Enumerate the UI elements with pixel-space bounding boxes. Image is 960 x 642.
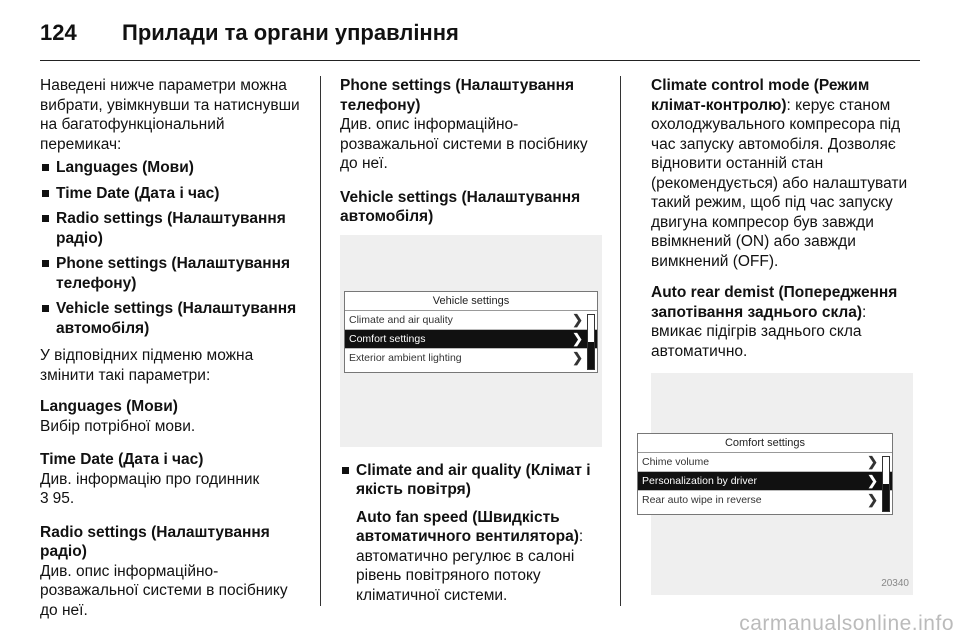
chevron-right-icon: ❯: [867, 492, 878, 507]
list-item: Vehicle settings (Налаштування автомобіля): [40, 299, 308, 338]
chevron-right-icon: ❯: [867, 454, 878, 469]
chevron-right-icon: ❯: [572, 330, 583, 346]
bullet-square-icon: [42, 215, 49, 222]
rear-demist-paragraph: [651, 283, 921, 361]
autofan-section: Auto fan speed (Швидкість автоматичного вентилятора): автоматично регулює в салоні рівень повітряного потоку кліматичної системи.: [340, 508, 608, 606]
reference-arrow-icon: 3: [40, 490, 49, 507]
column-2: [340, 76, 608, 605]
menu-row: Rear auto wipe in reverse ❯: [642, 492, 878, 507]
chevron-right-icon: ❯: [572, 311, 583, 327]
rear-demist-text: : вмикає підігрів заднього скла автоматично.: [651, 303, 867, 360]
menu-row-selected: Comfort settings ❯: [345, 330, 597, 349]
column-divider-1: [320, 76, 321, 606]
list-item: Phone settings (Налаштування телефону): [40, 254, 308, 293]
chevron-right-icon: ❯: [572, 349, 583, 365]
column-divider-2: [620, 76, 621, 606]
languages-heading: Languages (Мови): [40, 398, 178, 415]
page-header: [40, 14, 920, 58]
time-section: [40, 450, 308, 509]
list-item: Climate and air quality (Клімат і якість повітря): [340, 461, 608, 500]
languages-section: [40, 397, 308, 436]
phone-section: [340, 76, 608, 174]
climate-mode-text: : керує станом охолоджувального компресора під час запуску автомобіля. Дозволяє відновити останній стан (рекомендується) або налаштувати такий режим, щоб під час запуску двигуна компресор був завжди ввімкнений (ON) або завжди вимкнений (OFF).: [651, 96, 908, 270]
phone-text: Див. опис інформаційно-розважальної системи в посібнику до неї.: [340, 116, 588, 172]
radio-heading: Radio settings (Налаштування радіо): [40, 523, 270, 560]
phone-heading: Phone settings (Налаштування телефону): [340, 77, 575, 114]
chevron-right-icon: ❯: [867, 473, 878, 488]
autofan-heading: Auto fan speed (Швидкість автоматичного вентилятора): [356, 508, 579, 545]
watermark: carmanualsonline.info: [739, 612, 954, 635]
vehicle-heading: Vehicle settings (Налаштування автомобіля): [340, 188, 581, 225]
menu-row-selected: Personalization by driver ❯: [638, 472, 892, 491]
panel-title: Vehicle settings: [345, 292, 597, 311]
vehicle-settings-screen: [340, 235, 602, 447]
time-text: Див. інформацію про годинник: [40, 470, 260, 488]
menu-row: Exterior ambient lighting ❯: [349, 349, 583, 365]
rear-demist-heading: Auto rear demist (Попередження запотівання заднього скла): [651, 284, 898, 321]
bullet-square-icon: [42, 190, 49, 197]
scrollbar: [882, 456, 890, 512]
submenu-text: У відповідних підменю можна змінити такі параметри:: [40, 347, 254, 384]
settings-list: [40, 158, 308, 338]
list-item: Time Date (Дата і час): [40, 184, 308, 204]
menu-row: Climate and air quality ❯: [345, 311, 597, 330]
page-title: Прилади та органи управління: [122, 20, 459, 45]
radio-section: [40, 523, 308, 621]
scrollbar-thumb: [883, 484, 889, 511]
list-item: Radio settings (Налаштування радіо): [40, 209, 308, 248]
column-1: [40, 76, 308, 634]
bullet-square-icon: [42, 164, 49, 171]
intro-text: Наведені нижче параметри можна вибрати, увімкнувши та натиснувши на багатофункціональний перемикач:: [40, 77, 300, 153]
languages-text: Вибір потрібної мови.: [40, 417, 196, 435]
vehicle-settings-panel: [344, 291, 598, 373]
climate-mode-paragraph: [651, 76, 921, 271]
autofan-text: автоматично регулює в салоні рівень повітряного потоку кліматичної системи.: [356, 547, 575, 604]
time-heading: Time Date (Дата і час): [40, 451, 204, 468]
page-number: 124: [40, 20, 77, 45]
reference-page: 95.: [52, 490, 75, 507]
list-item: Languages (Мови): [40, 158, 308, 178]
comfort-settings-screen: [642, 373, 913, 595]
panel-title: Comfort settings: [638, 434, 892, 453]
page-reference: [40, 489, 308, 509]
comfort-settings-panel: [637, 433, 893, 515]
climate-mode-heading: Climate control mode (Режим клімат-контролю): [651, 77, 870, 114]
bullet-square-icon: [42, 305, 49, 312]
radio-text: Див. опис інформаційно-розважальної системи в посібнику до неї.: [40, 562, 288, 619]
scrollbar-thumb: [588, 342, 594, 369]
bullet-square-icon: [342, 467, 349, 474]
header-divider: [40, 60, 920, 61]
column-3: [642, 76, 921, 609]
image-code: 20340: [881, 577, 909, 589]
bullet-square-icon: [42, 260, 49, 267]
menu-row: Chime volume ❯: [638, 453, 892, 472]
scrollbar: [587, 314, 595, 370]
climate-list: [340, 461, 608, 500]
